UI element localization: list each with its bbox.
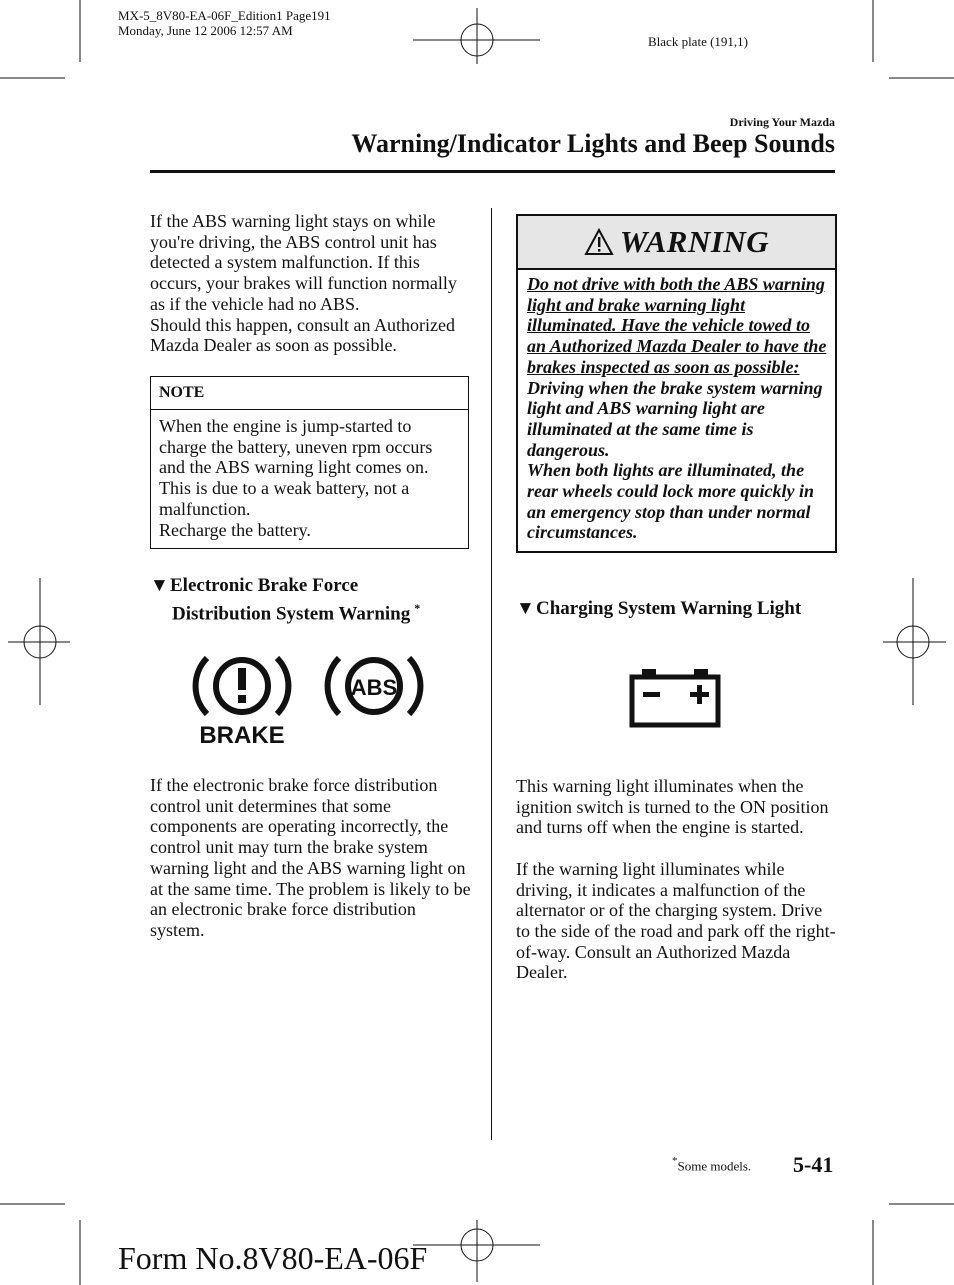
note-recharge-text: Recharge the battery. (159, 519, 311, 540)
column-divider (491, 208, 492, 1140)
note-label: NOTE (151, 377, 468, 410)
title-rule (150, 170, 835, 173)
print-meta-line1: MX-5_8V80-EA-06F_Edition1 Page191 (118, 8, 331, 23)
abs-icon-label: ABS (350, 675, 398, 700)
warning-triangle-icon (584, 228, 614, 256)
charging-description (516, 776, 838, 983)
note-text: When the engine is jump-started to charge the battery, uneven rpm occurs and the ABS warning light comes on. This is due to a weak battery, not a malfunction. (159, 416, 433, 519)
print-meta (118, 8, 331, 38)
warning-box (516, 214, 837, 553)
abs-warning-icon (324, 648, 424, 728)
note-body (151, 410, 468, 548)
charging-paragraph-1: This warning light illuminates when the ignition switch is turned to the ON position and turns off when the engine is started. (516, 776, 829, 838)
ebd-heading-line2: Distribution System Warning (172, 603, 411, 625)
warning-underlined-text: Do not drive with both the ABS warning light and brake warning light illuminated. Have the vehicle towed to an Authorized Mazda Dealer to have the brakes inspected as soon as possible: (527, 274, 827, 377)
ebd-heading-line1: Electronic Brake Force (170, 575, 359, 596)
star-icon: * (414, 601, 421, 615)
ebd-heading (150, 574, 480, 625)
ebd-paragraph: If the electronic brake force distribution control unit determines that some components are operating incorrectly, the control unit may turn the brake system warning light and the ABS warning light on at the same time. The problem is likely to be an electronic brake force distribution system. (150, 775, 471, 940)
warning-header (518, 216, 835, 270)
form-number: Form No.8V80-EA-06F (118, 1240, 428, 1276)
section-label: Driving Your Mazda (729, 115, 835, 129)
charging-heading-text: Charging System Warning Light (536, 598, 802, 619)
charging-paragraph-2: If the warning light illuminates while driving, it indicates a malfunction of the alternator or of the charging system. Drive to the side of the road and park off the right-of-way. Consult an Authorized Mazda Dealer. (516, 858, 836, 983)
page-title: Warning/Indicator Lights and Beep Sounds (351, 129, 835, 158)
battery-icon (628, 666, 722, 730)
page-number: 5-41 (793, 1152, 834, 1177)
print-meta-line2: Monday, June 12 2006 12:57 AM (118, 23, 293, 38)
footnote (672, 1155, 751, 1175)
ebd-description (150, 775, 472, 941)
warning-body (518, 270, 835, 551)
footnote-text: Some models. (677, 1158, 752, 1174)
abs-dealer-paragraph: Should this happen, consult an Authorized Mazda Dealer as soon as possible. (150, 314, 455, 356)
black-plate-label: Black plate (191,1) (648, 34, 748, 49)
triangle-bullet-icon: ▼ (150, 575, 169, 596)
brake-warning-icon (192, 648, 292, 748)
warning-title: WARNING (619, 224, 770, 259)
warning-danger-text: Driving when the brake system warning light and ABS warning light are illuminated at the same time is dangerous. (527, 377, 823, 460)
abs-paragraph: If the ABS warning light stays on while you're driving, the ABS control unit has detected a system malfunction. If this occurs, your brakes will function normally as if the vehicle had no ABS. (150, 211, 457, 314)
left-intro (150, 211, 472, 356)
charging-heading (516, 597, 846, 620)
brake-icon-label: BRAKE (199, 722, 285, 748)
note-box (150, 376, 469, 549)
triangle-bullet-icon: ▼ (516, 598, 535, 619)
footnote-star-icon: * (672, 1155, 678, 1167)
warning-lock-text: When both lights are illuminated, the rear wheels could lock more quickly in an emergency stop than under normal circumstances. (527, 460, 814, 543)
